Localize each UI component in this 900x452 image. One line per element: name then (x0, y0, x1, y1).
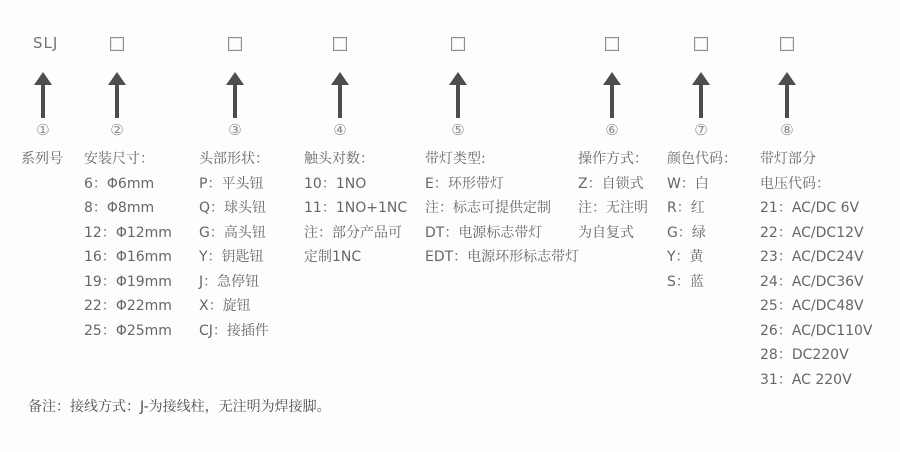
list-item: G：高头钮 (199, 224, 266, 241)
column-label: 触头对数： (304, 151, 374, 167)
arrow-stem (785, 85, 789, 118)
list-item: 为自复式 (578, 224, 634, 241)
arrow-head (603, 72, 621, 85)
arrow-stem (41, 85, 45, 118)
list-item: 电压代码： (760, 175, 830, 192)
list-item: X：旋钮 (199, 298, 251, 314)
code-box-6 empty-square-icon (605, 37, 619, 51)
list-item: 10：1NO (304, 175, 367, 192)
up-arrow-icon (778, 72, 796, 118)
position-index-7: ⑦ (694, 121, 708, 139)
column-label: 带灯类型: (425, 151, 486, 167)
code-box-5 empty-square-icon (451, 37, 465, 51)
list-item: 8：Φ8mm (84, 200, 155, 216)
column-label: 操作方式： (578, 151, 648, 167)
list-item: 22：AC/DC12V (760, 224, 864, 241)
list-item: 25：AC/DC48V (760, 298, 864, 314)
position-index-6: ⑥ (605, 121, 619, 139)
arrow-stem (115, 85, 119, 118)
position-index-8: ⑧ (780, 121, 794, 139)
list-item: 24：AC/DC36V (760, 273, 864, 290)
list-item: 定制1NC (304, 249, 362, 265)
up-arrow-icon (449, 72, 467, 118)
list-item: 19：Φ19mm (84, 273, 172, 290)
up-arrow-icon (331, 72, 349, 118)
list-item: DT：电源标志带灯 (425, 224, 543, 241)
list-item: 25：Φ25mm (84, 322, 172, 339)
column-label: 安装尺寸： (84, 151, 154, 167)
list-item: CJ：接插件 (199, 322, 269, 339)
column-mounting-size (84, 147, 172, 343)
column-voltage-code (760, 147, 873, 392)
list-item: 26：AC/DC110V (760, 322, 873, 339)
list-item: Y：黄 (667, 249, 704, 265)
list-item: 16：Φ16mm (84, 249, 172, 265)
list-item: 28：DC220V (760, 347, 849, 363)
arrow-head (34, 72, 52, 85)
position-index-5: ⑤ (451, 121, 465, 139)
list-item: 12：Φ12mm (84, 224, 172, 241)
code-box-2 empty-square-icon (110, 37, 124, 51)
up-arrow-icon (692, 72, 710, 118)
position-index-4: ④ (333, 121, 347, 139)
list-item: P：平头钮 (199, 175, 264, 192)
column-lamp-type (425, 147, 579, 270)
list-item: Y：钥匙钮 (199, 249, 264, 265)
position-index-2: ② (110, 121, 124, 139)
footer-remark: 备注：接线方式：J-为接线柱，无注明为焊接脚。 (28, 399, 331, 415)
arrow-head (108, 72, 126, 85)
list-item: 11：1NO+1NC (304, 200, 408, 216)
list-item: 注：部分产品可 (304, 224, 402, 241)
column-label: 系列号 (21, 151, 63, 167)
position-index-3: ③ (228, 121, 242, 139)
arrow-head (692, 72, 710, 85)
series-code: SLJ (33, 34, 59, 52)
up-arrow-icon (226, 72, 244, 118)
column-label: 带灯部分 (760, 151, 816, 167)
code-box-8 empty-square-icon (780, 37, 794, 51)
list-item: G：绿 (667, 224, 706, 241)
list-item: 21：AC/DC 6V (760, 200, 860, 216)
arrow-head (226, 72, 244, 85)
list-item: E：环形带灯 (425, 175, 504, 192)
list-item: EDT：电源环形标志带灯 (425, 249, 580, 265)
column-series (21, 147, 63, 172)
code-box-4 empty-square-icon (333, 37, 347, 51)
list-item: 6：Φ6mm (84, 175, 155, 192)
column-label: 颜色代码： (667, 151, 737, 167)
list-item: Z：自锁式 (578, 175, 644, 192)
list-item: S：蓝 (667, 273, 704, 290)
list-item: 31：AC 220V (760, 371, 852, 388)
list-item: Q：球头钮 (199, 200, 267, 216)
up-arrow-icon (34, 72, 52, 118)
arrow-stem (699, 85, 703, 118)
arrow-stem (233, 85, 237, 118)
column-label: 头部形状： (199, 151, 269, 167)
list-item: 22：Φ22mm (84, 298, 172, 314)
arrow-stem (456, 85, 460, 118)
code-box-7 empty-square-icon (694, 37, 708, 51)
column-color-code (667, 147, 737, 294)
arrow-head (449, 72, 467, 85)
column-contact-pairs (304, 147, 407, 270)
list-item: J：急停钮 (199, 273, 260, 290)
up-arrow-icon (603, 72, 621, 118)
position-index-1: ① (36, 121, 50, 139)
column-head-shape (199, 147, 269, 343)
list-item: 23：AC/DC24V (760, 249, 864, 265)
list-item: R：红 (667, 200, 705, 216)
arrow-head (331, 72, 349, 85)
arrow-stem (338, 85, 342, 118)
code-box-3 empty-square-icon (228, 37, 242, 51)
up-arrow-icon (108, 72, 126, 118)
arrow-head (778, 72, 796, 85)
list-item: W：白 (667, 175, 709, 192)
list-item: 注：无注明 (578, 200, 648, 216)
column-operation-mode (578, 147, 648, 245)
list-item: 注：标志可提供定制 (425, 200, 551, 216)
arrow-stem (610, 85, 614, 118)
